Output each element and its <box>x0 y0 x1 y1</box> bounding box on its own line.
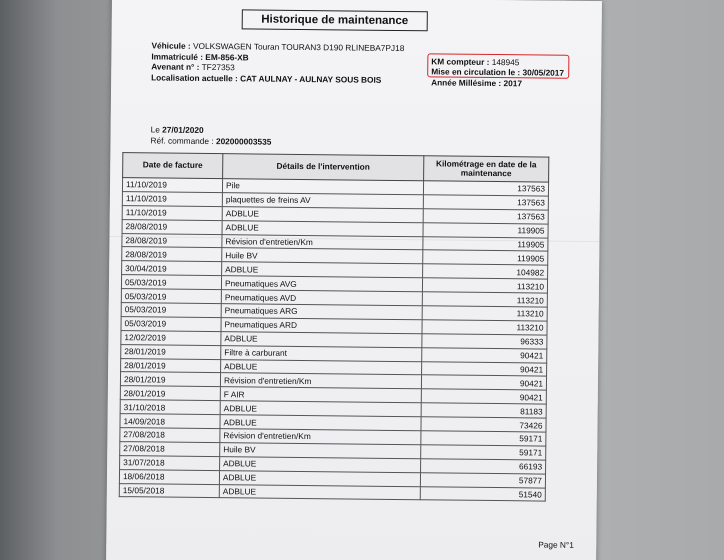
header-details: Détails de l'intervention <box>223 154 424 181</box>
cell-km: 90421 <box>421 389 546 404</box>
cell-details: Pneumatiques AVG <box>221 276 422 292</box>
cell-details: ADBLUE <box>220 456 421 472</box>
cell-km: 137563 <box>423 209 548 224</box>
cell-date: 05/03/2019 <box>121 303 221 318</box>
circulation-label: Mise en circulation le : <box>431 66 521 78</box>
order-ref-value: 202000003535 <box>215 135 272 147</box>
cell-km: 59171 <box>421 431 546 446</box>
cell-date: 15/05/2018 <box>119 483 219 498</box>
cell-details: Filtre à carburant <box>221 345 422 361</box>
cell-km: 119905 <box>423 236 548 251</box>
cell-date: 12/02/2019 <box>121 330 221 345</box>
cell-km: 81183 <box>421 403 546 418</box>
order-info <box>150 124 271 146</box>
localisation-value: CAT AULNAY - AULNAY SOUS BOIS <box>240 72 382 85</box>
cell-km: 113210 <box>422 292 547 307</box>
cell-km: 73426 <box>421 417 546 432</box>
vehicle-value: VOLKSWAGEN Touran TOURAN3 D190 RLINEBA7PJ18 <box>192 40 405 54</box>
cell-date: 11/10/2019 <box>122 205 222 220</box>
cell-details: F AIR <box>220 387 421 403</box>
cell-date: 05/03/2019 <box>121 275 221 290</box>
header-date: Date de facture <box>123 153 223 179</box>
cell-details: ADBLUE <box>221 331 422 347</box>
cell-date: 05/03/2019 <box>121 289 221 304</box>
cell-details: ADBLUE <box>222 220 423 236</box>
cell-km: 137563 <box>423 195 548 210</box>
millesime-label: Année Millésime : <box>431 76 502 88</box>
cell-details: plaquettes de freins AV <box>222 193 423 209</box>
cell-details: ADBLUE <box>221 359 422 375</box>
vehicle-label: Véhicule : <box>151 40 191 51</box>
cell-details: ADBLUE <box>222 206 423 222</box>
cell-km: 90421 <box>422 361 547 376</box>
immat-label: Immatriculé : <box>151 50 204 62</box>
order-ref-label: Réf. commande : <box>150 134 214 146</box>
immat-value: EM-856-XB <box>205 51 249 62</box>
cell-date: 18/06/2018 <box>119 469 219 484</box>
cell-date: 28/08/2019 <box>122 247 222 262</box>
cell-details: Révision d'entretien/Km <box>220 373 421 389</box>
highlight-box <box>427 53 569 78</box>
vehicle-info <box>151 40 404 85</box>
cell-details: Huile BV <box>222 248 423 264</box>
cell-km: 57877 <box>420 472 545 487</box>
order-date-value: 27/01/2020 <box>162 124 204 135</box>
cell-details: ADBLUE <box>222 262 423 278</box>
cell-date: 28/01/2019 <box>121 344 221 359</box>
cell-km: 119905 <box>423 250 548 265</box>
circulation-value: 30/05/2017 <box>522 67 565 79</box>
km-compteur-label: KM compteur : <box>431 56 490 67</box>
cell-km: 51540 <box>420 486 545 501</box>
cell-date: 28/01/2019 <box>120 386 220 401</box>
cell-date: 28/01/2019 <box>120 372 220 387</box>
avenant-label: Avenant n° : <box>151 61 200 72</box>
millesime-value: 2017 <box>503 77 523 88</box>
cell-details: Huile BV <box>220 443 421 459</box>
cell-details: ADBLUE <box>219 470 420 486</box>
cell-km: 90421 <box>422 347 547 362</box>
cell-km: 137563 <box>423 181 548 196</box>
cell-date: 05/03/2019 <box>121 317 221 332</box>
cell-km: 59171 <box>421 445 546 460</box>
cell-date: 27/08/2018 <box>120 442 220 457</box>
cell-km: 104982 <box>423 264 548 279</box>
cell-km: 113210 <box>422 320 547 335</box>
cell-km: 113210 <box>422 278 547 293</box>
cell-date: 31/10/2018 <box>120 400 220 415</box>
document-title: Historique de maintenance <box>242 9 428 31</box>
cell-km: 90421 <box>421 375 546 390</box>
localisation-row <box>151 72 404 85</box>
cell-details: Pneumatiques AVD <box>221 290 422 306</box>
cell-km: 96333 <box>422 334 547 349</box>
localisation-label: Localisation actuelle : <box>151 71 238 83</box>
cell-details: Pneumatiques ARD <box>221 318 422 334</box>
page-number: Page N°1 <box>538 539 574 550</box>
cell-details: Révision d'entretien/Km <box>222 234 423 250</box>
table-body <box>119 178 548 502</box>
cell-km: 113210 <box>422 306 547 321</box>
cell-date: 28/01/2019 <box>121 358 221 373</box>
order-ref-row <box>150 135 271 147</box>
cell-details: Pneumatiques ARG <box>221 304 422 320</box>
cell-date: 28/08/2019 <box>122 219 222 234</box>
maintenance-table <box>119 152 550 502</box>
cell-date: 11/10/2019 <box>122 192 222 207</box>
cell-date: 28/08/2019 <box>122 233 222 248</box>
header-km: Kilométrage en date de la maintenance <box>424 156 549 182</box>
cell-date: 14/09/2018 <box>120 414 220 429</box>
cell-details: Révision d'entretien/Km <box>220 429 421 445</box>
cell-details: Pile <box>222 179 423 195</box>
cell-date: 11/10/2019 <box>122 178 222 193</box>
order-date-label: Le <box>150 124 160 135</box>
cell-date: 30/04/2019 <box>122 261 222 276</box>
cell-details: ADBLUE <box>220 401 421 417</box>
cell-details: ADBLUE <box>220 415 421 431</box>
avenant-value: TF27353 <box>201 61 235 73</box>
cell-details: ADBLUE <box>219 484 420 500</box>
cell-date: 27/08/2018 <box>120 428 220 443</box>
cell-km: 119905 <box>423 222 548 237</box>
cell-date: 31/07/2018 <box>120 455 220 470</box>
cell-km: 66193 <box>421 459 546 474</box>
millesime-row <box>431 77 564 89</box>
km-compteur-value: 148945 <box>491 56 520 68</box>
maintenance-document <box>106 0 602 560</box>
